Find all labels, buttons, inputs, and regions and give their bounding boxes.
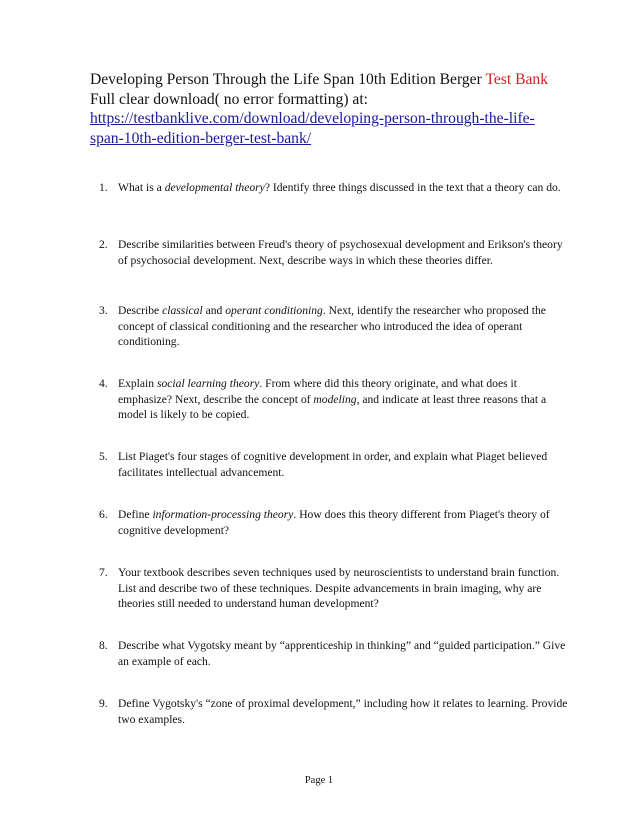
question-number: 1. <box>99 181 108 194</box>
emphasized-term: classical <box>162 304 203 317</box>
test-bank-label: Test Bank <box>485 71 549 88</box>
question-item <box>99 638 569 669</box>
question-text-segment: List Piaget's four stages of cognitive development in order, and explain what Piaget believed facilitates intellectual advancement. <box>118 450 548 479</box>
question-item <box>99 507 569 538</box>
question-text-segment: ? Identify three things discussed in the text that a theory can do. <box>264 181 561 194</box>
question-item <box>99 303 569 350</box>
question-text <box>118 449 569 480</box>
question-number: 8. <box>99 639 108 652</box>
question-text-segment: . Next, identify the researcher who proposed the concept of classical conditioning and the researcher who introduced the idea of operant conditioning. <box>118 304 546 349</box>
question-text-segment: . From where did this theory originate, and what does it emphasize? Next, describe the concept of <box>118 377 517 406</box>
question-text-segment: and <box>202 304 226 317</box>
question-number: 7. <box>99 566 108 579</box>
question-text-segment: What is a <box>118 181 165 194</box>
question-text <box>118 507 569 538</box>
emphasized-term: developmental theory <box>164 181 265 194</box>
download-note: Full clear download( no error formatting) at: <box>90 90 368 108</box>
question-item <box>99 696 569 727</box>
question-text-segment: Your textbook describes seven techniques used by neuroscientists to understand brain function. List and describe two of these techniques. Despite advancements in brain imaging, why are theories still needed to understand human development? <box>118 566 560 611</box>
page-number: Page 1 <box>304 775 334 786</box>
question-text-segment: Explain <box>118 377 157 390</box>
emphasized-term: social learning theory <box>156 377 260 390</box>
download-link-line-1[interactable]: https://testbanklive.com/download/developing-person-through-the-life- <box>90 110 535 127</box>
question-text-segment: , and indicate at least three reasons that a model is likely to be copied. <box>118 392 547 422</box>
question-number: 9. <box>99 697 108 710</box>
download-link-line-2[interactable]: span-10th-edition-berger-test-bank/ <box>90 129 312 147</box>
question-text <box>118 696 569 727</box>
question-item <box>99 180 569 196</box>
question-text <box>118 638 569 669</box>
question-number: 5. <box>99 450 108 463</box>
question-item <box>99 449 569 480</box>
question-text <box>118 565 569 612</box>
question-text-segment: Describe similarities between Freud's theory of psychosexual development and Erikson's theory of psychosocial development. Next, describe ways in which these theories differ. <box>118 238 563 267</box>
emphasized-term: operant conditioning <box>225 304 323 317</box>
question-number: 6. <box>99 508 108 521</box>
question-number: 3. <box>99 304 108 317</box>
title-line <box>90 70 580 90</box>
question-text-segment: . How does this theory different from Piaget's theory of cognitive development? <box>118 508 550 537</box>
emphasized-term: information-processing theory <box>152 508 294 521</box>
question-text <box>118 303 569 350</box>
question-text-segment: Define <box>118 508 153 521</box>
document-header <box>90 70 580 148</box>
question-text <box>118 376 569 423</box>
question-item <box>99 565 569 612</box>
question-item <box>99 376 569 423</box>
document-title: Developing Person Through the Life Span 10th Edition Berger <box>90 71 482 88</box>
question-number: 2. <box>99 238 108 251</box>
question-text <box>118 180 569 196</box>
question-text-segment: Describe what Vygotsky meant by “apprenticeship in thinking” and “guided participation.” Give an example of each. <box>118 639 566 668</box>
question-number: 4. <box>99 377 108 390</box>
question-text <box>118 237 569 268</box>
emphasized-term: modeling <box>313 392 357 406</box>
question-text-segment: Define Vygotsky's “zone of proximal development,” including how it relates to learning. Provide two examples. <box>118 697 568 726</box>
question-item <box>99 237 569 268</box>
question-text-segment: Describe <box>118 304 163 317</box>
